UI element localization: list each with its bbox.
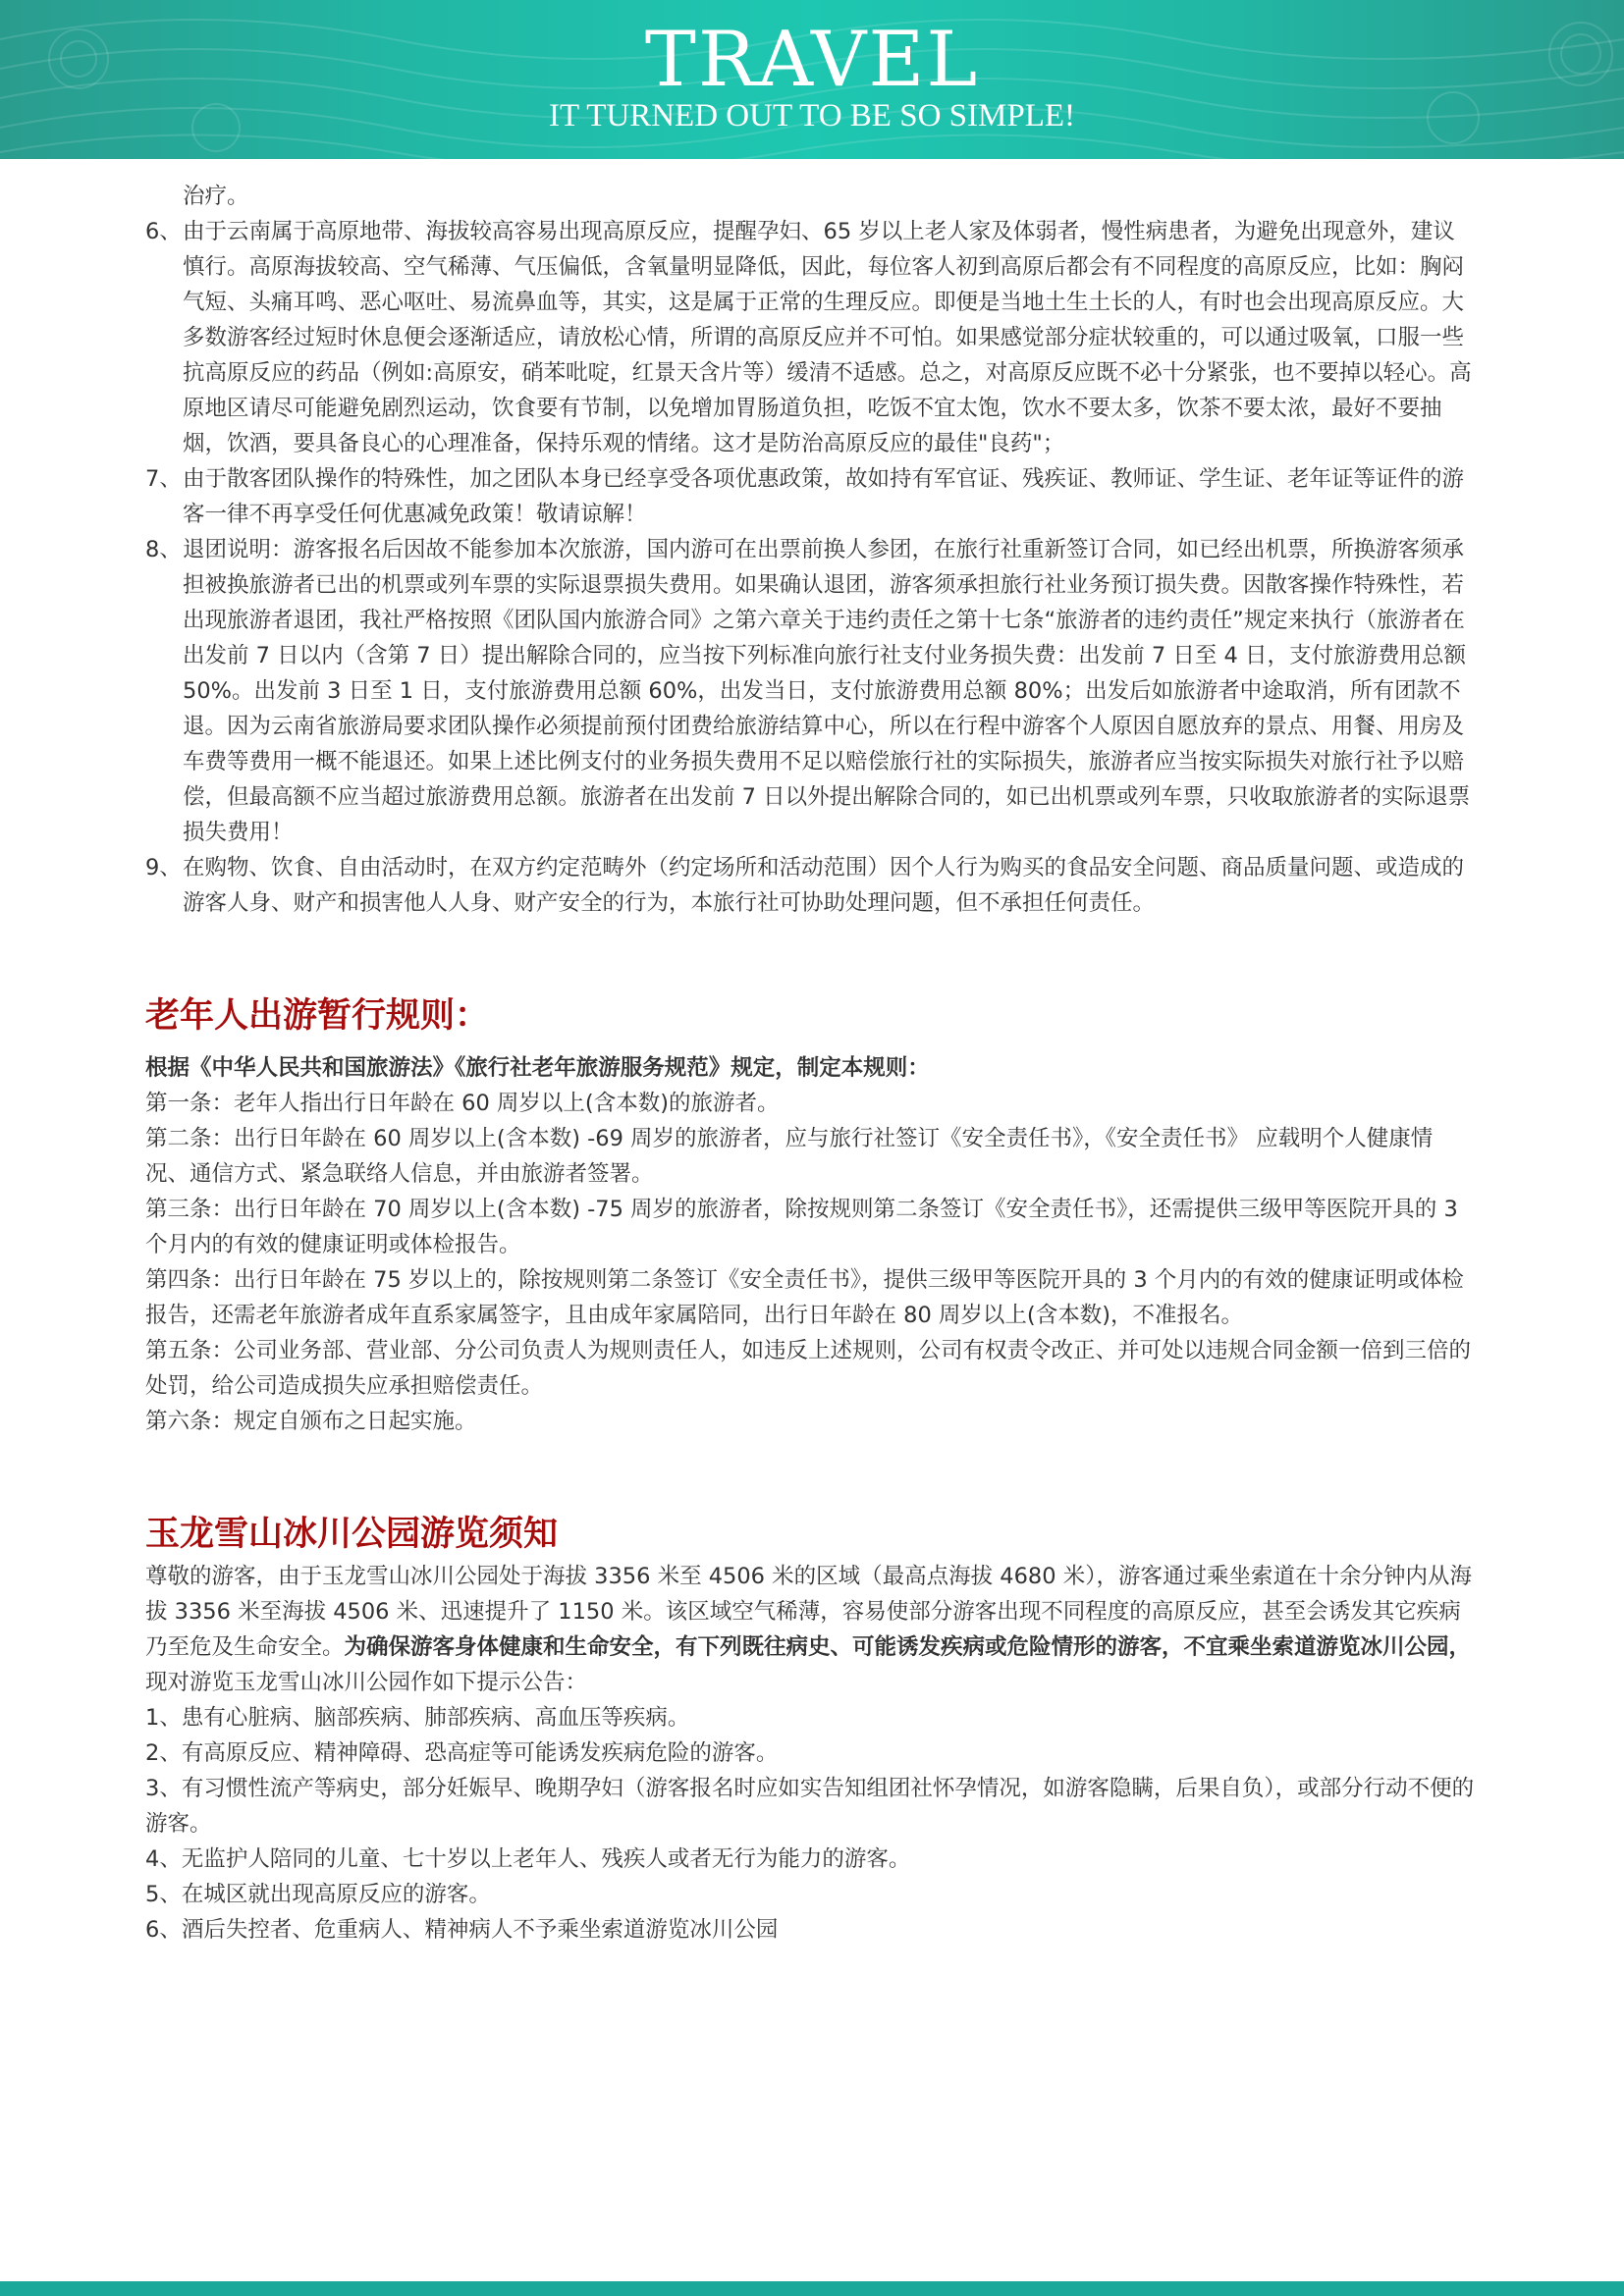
item-text: 由于云南属于高原地带、海拔较高容易出现高原反应，提醒孕妇、65 岁以上老人家及体弱者，慢性病患者，为避免出现意外，建议慎行。高原海拔较高、空气稀薄、气压偏低，含氧量明显降低，因此，每位客人初到高原后都会有不同程度的高原反应，比如：胸闷气短、头痛耳鸣、恶心呕吐、易流鼻血等，其实，这是属于正常的生理反应。即便是当地土生土长的人，有时也会出现高原反应。大多数游客经过短时休息便会逐渐适应，请放松心情，所谓的高原反应并不可怕。如果感觉部分症状较重的，可以通过吸氧，口服一些抗高原反应的药品（例如:高原安，硝苯吡啶，红景天含片等）缓清不适感。总之，对高原反应既不必十分紧张，也不要掉以轻心。高原地区请尽可能避免剧烈运动，饮食要有节制，以免增加胃肠道负担，吃饭不宜太饱，饮水不要太多，饮茶不要太浓，最好不要抽烟，饮酒，要具备良心的心理准备，保持乐观的情绪。这才是防治高原反应的最佳"良药"； [183,219,1472,456]
item-number: 9、 [145,855,182,881]
glacier-item: 5、在城区就出现高原反应的游客。 [145,1882,491,1907]
notes-list [145,214,1477,921]
item-number: 7、 [145,466,182,492]
glacier-item: 3、有习惯性流产等病史，部分妊娠早、晚期孕妇（游客报名时应如实告知组团社怀孕情况，如游客隐瞒，后果自负），或部分行动不便的游客。 [145,1776,1475,1837]
glacier-intro-plain: 尊敬的游客，由于玉龙雪山冰川公园处于海拔 3356 米至 4506 米的区域（最高点海拔 4680 米），游客通过乘坐索道在十余分钟内从海拔 3356 米至海拔 4506 米、迅速提升了 1150 米。该区域空气稀薄，容易使部分游客出现不同程度的高原反应，甚至会诱发其它疾病乃至危及生命安全。 [145,1564,1472,1660]
item-number: 6、 [145,219,182,244]
elderly-article: 第二条：出行日年龄在 60 周岁以上(含本数) -69 周岁的旅游者，应与旅行社签订《安全责任书》，《安全责任书》 应载明个人健康情况、通信方式、紧急联络人信息，并由旅游者签署。 [145,1126,1434,1187]
list-item [145,214,1477,461]
glacier-item: 6、酒后失控者、危重病人、精神病人不予乘坐索道游览冰川公园 [145,1917,779,1943]
item-text: 退团说明：游客报名后因故不能参加本次旅游，国内游可在出票前换人参团，在旅行社重新签订合同，如已经出机票，所换游客须承担被换旅游者已出的机票或列车票的实际退票损失费用。如果确认退团，游客须承担旅行社业务预订损失费。因散客操作特殊性，若出现旅游者退团，我社严格按照《团队国内旅游合同》之第六章关于违约责任之第十七条“旅游者的违约责任”规定来执行（旅游者在出发前 7 日以内（含第 7 日）提出解除合同的，应当按下列标准向旅行社支付业务损失费：出发前 7 日至 4 日，支付旅游费用总额 50%。出发前 3 日至 1 日，支付旅游费用总额 60%，出发当日，支付旅游费用总额 80%；出发后如旅游者中途取消，所有团款不退。因为云南省旅游局要求团队操作必须提前预付团费给旅游结算中心，所以在行程中游客个人原因自愿放弃的景点、用餐、用房及车费等费用一概不能退还。如果上述比例支付的业务损失费用不足以赔偿旅行社的实际损失，旅游者应当按实际损失对旅行社予以赔偿，但最高额不应当超过旅游费用总额。旅游者在出发前 7 日以外提出解除合同的，如已出机票或列车票，只收取旅游者的实际退票损失费用！ [183,537,1471,845]
item-text: 由于散客团队操作的特殊性，加之团队本身已经享受各项优惠政策，故如持有军官证、残疾证、教师证、学生证、老年证等证件的游客一律不再享受任何优惠减免政策！敬请谅解！ [183,466,1465,527]
glacier-intro-tail: 现对游览玉龙雪山冰川公园作如下提示公告： [145,1670,588,1695]
glacier-item: 2、有高原反应、精神障碍、恐高症等可能诱发疾病危险的游客。 [145,1740,779,1766]
elderly-article: 第一条：老年人指出行日年龄在 60 周岁以上(含本数)的旅游者。 [145,1091,780,1116]
list-item [145,532,1477,850]
note-continuation: 治疗。 [183,184,249,209]
item-text: 在购物、饮食、自由活动时，在双方约定范畴外（约定场所和活动范围）因个人行为购买的食品安全问题、商品质量问题、或造成的游客人身、财产和损害他人人身、财产安全的行为，本旅行社可协助处理问题，但不承担任何责任。 [183,855,1465,916]
elderly-article: 第四条：出行日年龄在 75 岁以上的，除按规则第二条签订《安全责任书》，提供三级甲等医院开具的 3 个月内的有效的健康证明或体检报告，还需老年旅游者成年直系家属签字，且由成年家属陪同，出行日年龄在 80 周岁以上(含本数)，不准报名。 [145,1267,1464,1328]
glacier-park-heading: 玉龙雪山冰川公园游览须知 [145,1515,559,1554]
glacier-intro [145,1559,1477,1700]
glacier-item: 1、患有心脏病、脑部疾病、肺部疾病、高血压等疾病。 [145,1705,690,1731]
header-banner [0,0,1624,159]
list-item [145,461,1477,532]
glacier-item: 4、无监护人陪同的儿童、七十岁以上老年人、残疾人或者无行为能力的游客。 [145,1846,911,1872]
glacier-intro-bold: 为确保游客身体健康和生命安全，有下列既往病史、可能诱发疾病或危险情形的游客，不宜乘坐索道游览冰川公园， [344,1634,1472,1660]
elderly-article: 第三条：出行日年龄在 70 周岁以上(含本数) -75 周岁的旅游者，除按规则第二条签订《安全责任书》，还需提供三级甲等医院开具的 3 个月内的有效的健康证明或体检报告。 [145,1197,1458,1257]
footer-bar [0,2281,1624,2296]
document-body [145,179,1477,1948]
elderly-article: 第五条：公司业务部、营业部、分公司负责人为规则责任人，如违反上述规则，公司有权责令改正、并可处以违规合同金额一倍到三倍的处罚，给公司造成损失应承担赔偿责任。 [145,1338,1472,1399]
banner-subtitle: IT TURNED OUT TO BE SO SIMPLE! [549,98,1075,133]
item-number: 8、 [145,537,182,562]
elderly-rules-intro: 根据《中华人民共和国旅游法》《旅行社老年旅游服务规范》规定，制定本规则： [145,1055,930,1081]
list-item [145,850,1477,921]
elderly-rules-heading: 老年人出游暂行规则： [145,996,490,1036]
elderly-article: 第六条：规定自颁布之日起实施。 [145,1409,477,1434]
banner-title: TRAVEL [644,16,980,104]
